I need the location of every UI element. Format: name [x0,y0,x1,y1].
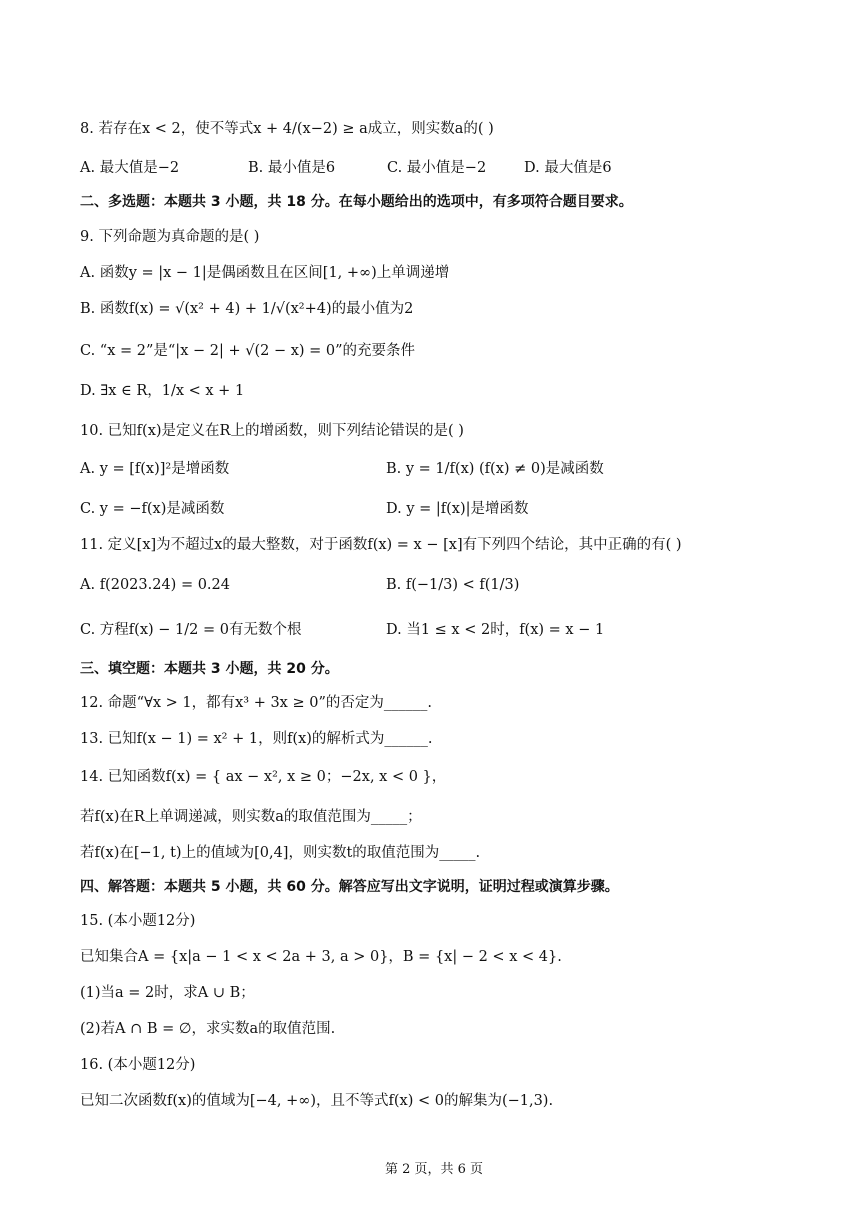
q8-option-c: C. 最小值是−2 [387,160,487,176]
q9-option-c: C. “x = 2”是“|x − 2| + √(2 − x) = 0”的充要条件 [80,343,416,359]
q12-text: 12. 命题“∀x > 1，都有x³ + 3x ≥ 0”的否定为______. [80,695,432,711]
q9-option-d: D. ∃x ∈ R，1/x < x + 1 [80,383,245,399]
q10-stem: 10. 已知f(x)是定义在R上的增函数，则下列结论错误的是( ) [80,423,464,439]
q15-header: 15. (本小题12分) [80,913,196,929]
q14-stem: 14. 已知函数f(x) = { ax − x², x ≥ 0；−2x, x < 0 }， [80,769,447,785]
q9-option-a: A. 函数y = |x − 1|是偶函数且在区间[1, +∞)上单调递增 [80,265,450,281]
q13-text: 13. 已知f(x − 1) = x² + 1，则f(x)的解析式为______. [80,731,433,747]
section-heading-solutions: 四、解答题：本题共 5 小题，共 60 分。解答应写出文字说明，证明过程或演算步骤。 [80,879,619,895]
q15-part-1: (1)当a = 2时，求A ∪ B； [80,985,255,1001]
q11-option-c: C. 方程f(x) − 1/2 = 0有无数个根 [80,622,302,638]
section-heading-fill-in: 三、填空题：本题共 3 小题，共 20 分。 [80,661,339,677]
q11-stem: 11. 定义[x]为不超过x的最大整数，对于函数f(x) = x − [x]有下列四个结论，其中正确的有( ) [80,537,682,553]
q16-body: 已知二次函数f(x)的值域为[−4, +∞)，且不等式f(x) < 0的解集为(−1,3). [80,1093,554,1109]
page-footer: 第 2 页，共 6 页 [384,1162,484,1177]
q8-stem: 8. 若存在x < 2，使不等式x + 4/(x−2) ≥ a成立，则实数a的( ) [80,121,494,137]
q9-stem: 9. 下列命题为真命题的是( ) [80,229,260,245]
q14-line-2: 若f(x)在[−1, t)上的值域为[0,4]，则实数t的取值范围为_____. [80,845,481,861]
q10-option-c: C. y = −f(x)是减函数 [80,501,225,517]
q16-header: 16. (本小题12分) [80,1057,196,1073]
q11-option-d: D. 当1 ≤ x < 2时，f(x) = x − 1 [386,622,605,638]
section-heading-multiple-choice: 二、多选题：本题共 3 小题，共 18 分。在每小题给出的选项中，有多项符合题目要求。 [80,194,633,210]
q8-option-a: A. 最大值是−2 [80,160,180,176]
q8-option-b: B. 最小值是6 [248,160,336,176]
q14-line-1: 若f(x)在R上单调递减，则实数a的取值范围为_____； [80,809,422,825]
q11-option-b: B. f(−1/3) < f(1/3) [386,577,520,593]
q9-option-b: B. 函数f(x) = √(x² + 4) + 1/√(x²+4)的最小值为2 [80,301,414,317]
q15-part-2: (2)若A ∩ B = ∅，求实数a的取值范围. [80,1021,336,1037]
q8-option-d: D. 最大值是6 [524,160,612,176]
q11-option-a: A. f(2023.24) = 0.24 [80,577,230,593]
q10-option-b: B. y = 1/f(x) (f(x) ≠ 0)是减函数 [386,461,604,477]
q10-option-a: A. y = [f(x)]²是增函数 [80,461,230,477]
q15-body: 已知集合A = {x|a − 1 < x < 2a + 3, a > 0}，B = {x| − 2 < x < 4}. [80,949,562,965]
q10-option-d: D. y = |f(x)|是增函数 [386,501,529,517]
